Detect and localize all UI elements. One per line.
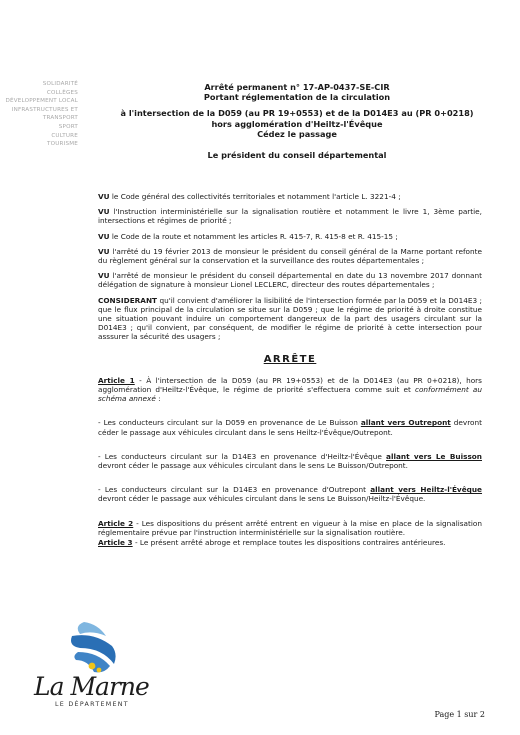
theme-sport: SPORT <box>58 123 78 130</box>
article-2-title: Article 2 <box>98 518 134 528</box>
president-line: Le président du conseil départemental <box>207 150 387 161</box>
theme-solidarite: SOLIDARITÉ <box>42 81 78 87</box>
article-1-title: Article 1 <box>98 375 135 385</box>
theme-colleges: COLLÈGES <box>46 89 78 96</box>
document-body <box>98 192 482 553</box>
vu-paragraph: VU l'Instruction interministérielle sur la signalisation routière et notamment le livre 1, 3ème partie, intersections et régimes de priorité ; <box>98 207 482 226</box>
rule-paragraph: - Les conducteurs circulant sur la D14E3 en provenance d'Heiltz-l'Évêque allant vers Le Buisson devront céder le passage aux véhicules circulant dans le sens Le Buisson/Outrepont. <box>98 451 482 471</box>
page-number: Page 1 sur 2 <box>434 710 485 719</box>
logo-tagline: LE DÉPARTEMENT <box>55 701 129 708</box>
theme-tourisme: TOURISME <box>47 141 78 148</box>
rule-paragraph: - Les conducteurs circulant sur la D14E3 en provenance d'Outrepont allant vers Heiltz-l'Évêque devront céder le passage aux véhicules circulant dans le sens Le Buisson/Heiltz-l'Évêque. <box>98 485 483 504</box>
theme-culture: CULTURE <box>51 132 78 139</box>
arrete-heading: ARRÊTE <box>263 353 317 365</box>
vu-paragraph: VU l'arrêté du 19 février 2013 de monsieur le président du conseil général de la Marne portant refonte du règlement général sur la conservation et la surveillance des routes départementales ; <box>98 246 482 266</box>
article-2: Article 2 - Les dispositions du présent arrêté entrent en vigueur à la mise en place de la signalisation réglementaire prévue par l'instruction interministérielle sur la signalisation routière. <box>98 518 483 537</box>
document-header <box>112 82 482 160</box>
theme-infrastructures: INFRASTRUCTURES ET TRANSPORT <box>11 106 78 122</box>
vu-paragraph: VU l'arrêté de monsieur le président du conseil départemental en date du 13 novembre 2017 donnant délégation de signature à monsieur Lionel LECLERC, directeur des routes départementales ; <box>98 271 482 290</box>
article-1: Article 1 - À l'intersection de la D059 (au PR 19+0553) et de la D014E3 (au PR 0+0218), hors agglomération d'Heiltz-l'Évêque, le régime de priorité s'effectuera comme suit et conformément au schéma annexé : <box>98 375 482 404</box>
location-line-3: Cédez le passage <box>257 128 337 139</box>
article-3: Article 3 - Le présent arrêté abroge et remplace toutes les dispositions contraires antérieures. <box>98 538 446 548</box>
vu-paragraph: VU le Code général des collectivités territoriales et notamment l'article L. 3221-4 ; <box>98 192 401 201</box>
location-line-2: hors agglomération d'Heiltz-l'Évêque <box>211 118 383 129</box>
rule-paragraph: - Les conducteurs circulant sur la D059 en provenance de Le Buisson allant vers Outrepont devront céder le passage aux véhicules circulant dans le sens Heiltz-l'Évêque/Outrepont. <box>98 418 482 437</box>
location-line-1: à l'intersection de la D059 (au PR 19+0553) et de la D014E3 au (PR 0+0218) <box>120 108 474 119</box>
article-3-title: Article 3 <box>98 538 133 548</box>
vu-paragraph: VU le Code de la route et notamment les articles R. 415-7, R. 415-8 et R. 415-15 ; <box>98 231 398 241</box>
department-themes-sidebar <box>0 80 78 149</box>
theme-developpement-local: DÉVELOPPEMENT LOCAL <box>5 98 78 105</box>
logo-wordmark: La Marne <box>34 672 149 701</box>
considerant-paragraph: CONSIDERANT qu'il convient d'améliorer la lisibilité de l'intersection formée par la D059 et la D014E3 ; que le flux principal de la circulation se situe sur la D059 ; que le régime de priorité à droite constitue une situation pouvant induire un comportement dangereux de la part des usagers circulant sur la D014E3 ; qu'il convient, par conséquent, de modifier le régime de priorité à cette intersection pour asssurer la sécurité des usagers ; <box>98 295 482 342</box>
document-title: Arrêté permanent n° 17-AP-0437-SE-CIR <box>204 82 390 92</box>
document-subtitle: Portant réglementation de la circulation <box>203 92 391 103</box>
